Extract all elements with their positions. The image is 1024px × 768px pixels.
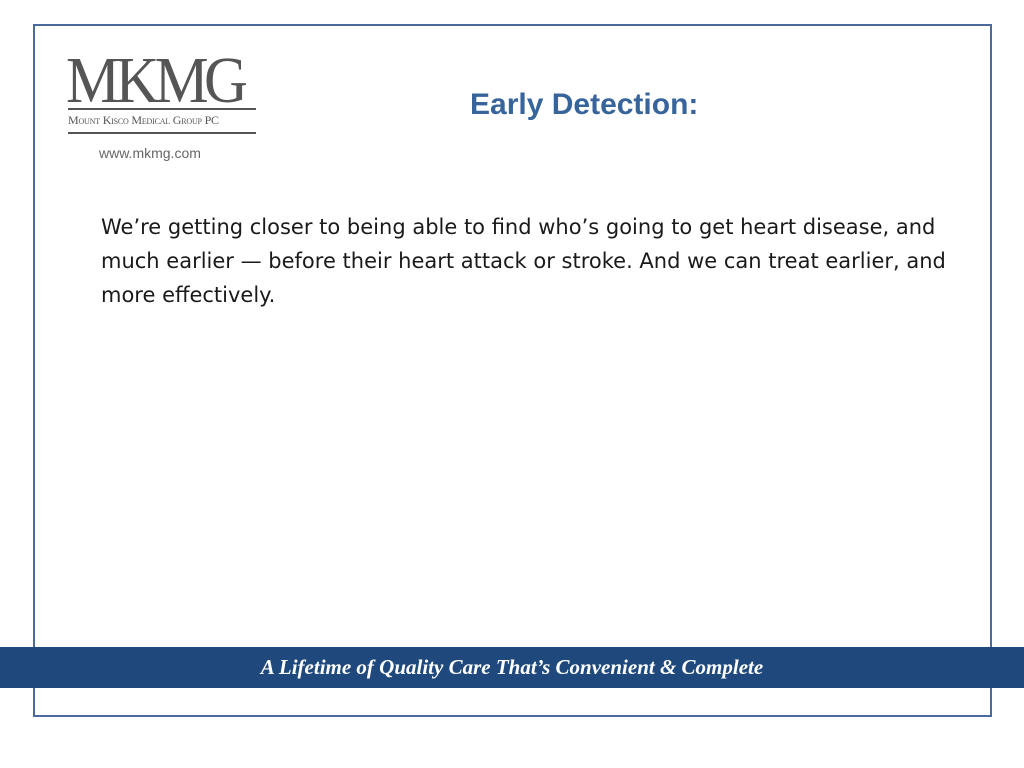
slide-body-text: We’re getting closer to being able to find who’s going to get heart disease, and much earlier — before their heart attack or stroke. And we can treat earlier, and more effectively. [101,215,946,307]
logo-url: www.mkmg.com [99,145,201,161]
footer-tagline: A Lifetime of Quality Care That’s Convenient & Complete [260,655,764,679]
logo-rule-bottom [68,132,256,134]
logo-rule-top [68,108,256,110]
mkmg-logo [66,44,258,170]
slide-title: Early Detection: [470,88,699,121]
logo-mark: MKMG [66,44,244,117]
footer-bar [0,647,1024,688]
logo-subtitle: Mount Kisco Medical Group PC [68,113,219,127]
